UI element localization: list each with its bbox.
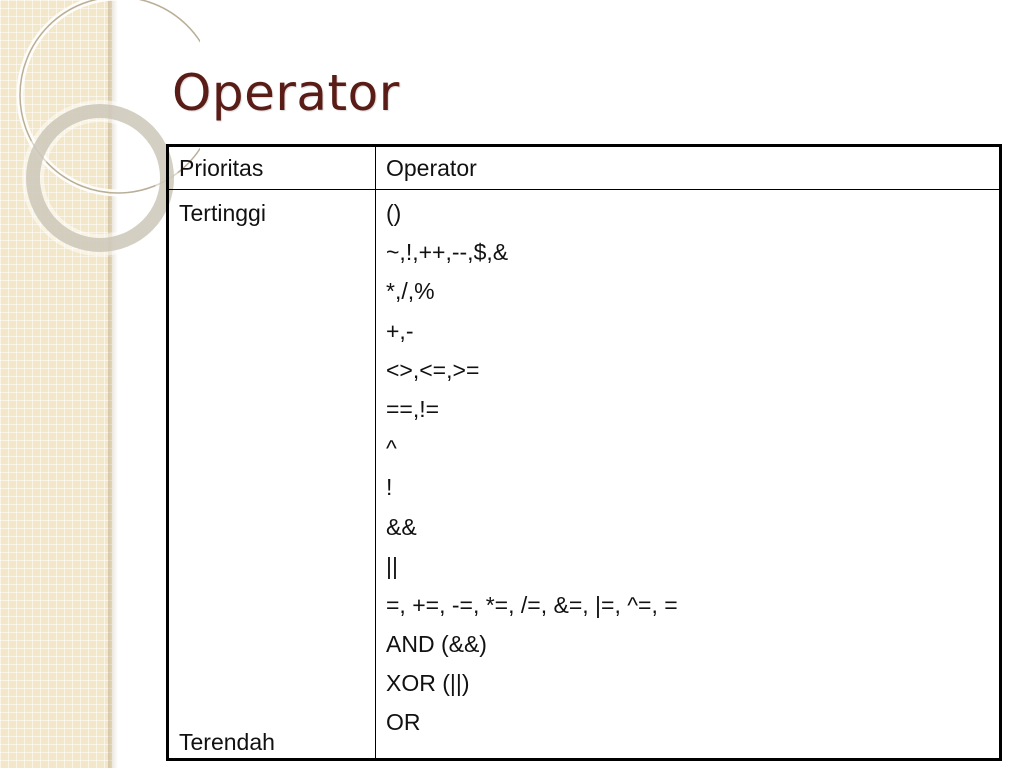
operator-item: && xyxy=(386,513,417,540)
slide-title: Operator xyxy=(172,64,400,122)
header-operator: Operator xyxy=(376,146,1001,190)
operator-item: <>,<=,>= xyxy=(386,356,480,383)
table-body-row xyxy=(168,190,1001,760)
header-priority: Prioritas xyxy=(168,146,376,190)
small-ring xyxy=(33,111,167,245)
operator-item: =, +=, -=, *=, /=, &=, |=, ^=, = xyxy=(386,591,678,618)
operator-item: AND (&&) xyxy=(386,631,487,658)
table-header-row xyxy=(168,146,1001,190)
operator-item: ~,!,++,--,$,& xyxy=(386,239,509,266)
priority-highest-label: Tertinggi xyxy=(179,200,266,226)
operator-precedence-table xyxy=(166,144,1002,761)
operator-item: ==,!= xyxy=(386,395,440,422)
operator-item: ^ xyxy=(386,435,397,462)
operators-cell xyxy=(376,190,1001,760)
operator-item: () xyxy=(386,200,402,226)
operator-item: *,/,% xyxy=(386,278,435,305)
operator-list xyxy=(386,198,989,747)
operator-item: +,- xyxy=(386,317,414,344)
operator-item: XOR (||) xyxy=(386,670,470,697)
operator-item: OR xyxy=(386,709,421,736)
priority-lowest-label: Terendah xyxy=(179,729,275,755)
operator-item: || xyxy=(386,552,398,579)
operator-item: ! xyxy=(386,474,393,501)
priority-cell xyxy=(168,190,376,760)
